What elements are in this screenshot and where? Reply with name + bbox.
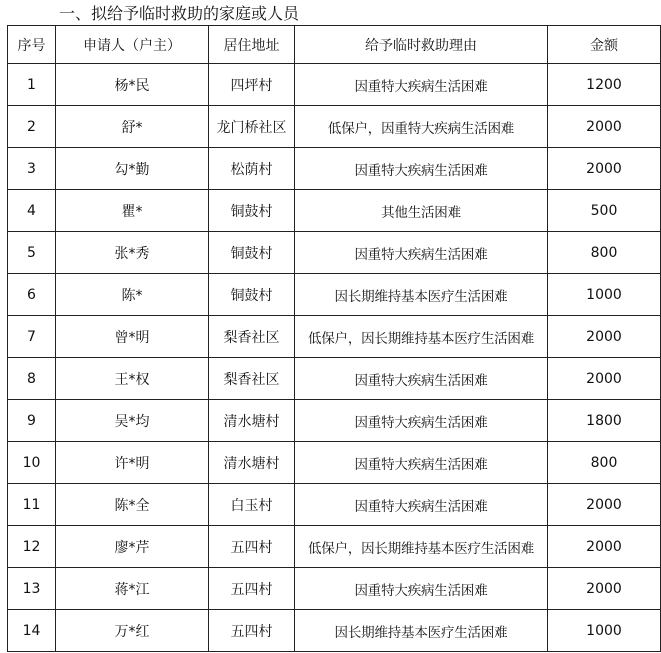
row-applicant-cell: 张*秀 (56, 232, 209, 274)
table-row (8, 106, 661, 148)
row-amount-cell: 1000 (548, 610, 661, 652)
row-reason-cell: 因长期维持基本医疗生活困难 (295, 274, 548, 316)
row-reason-cell: 因重特大疾病生活困难 (295, 568, 548, 610)
row-reason-cell: 其他生活困难 (295, 190, 548, 232)
table-row (8, 400, 661, 442)
row-address-cell: 清水塘村 (209, 442, 295, 484)
row-reason-cell: 因重特大疾病生活困难 (295, 232, 548, 274)
row-index-cell: 12 (8, 526, 56, 568)
row-index-cell: 4 (8, 190, 56, 232)
row-index-cell: 10 (8, 442, 56, 484)
row-index-cell: 5 (8, 232, 56, 274)
row-applicant-cell: 陈* (56, 274, 209, 316)
row-index-cell: 9 (8, 400, 56, 442)
row-applicant-cell: 王*权 (56, 358, 209, 400)
row-address-cell: 松荫村 (209, 148, 295, 190)
row-applicant-cell: 廖*芹 (56, 526, 209, 568)
table-row (8, 316, 661, 358)
row-amount-cell: 2000 (548, 106, 661, 148)
row-reason-cell: 因重特大疾病生活困难 (295, 64, 548, 106)
row-index-cell: 6 (8, 274, 56, 316)
table-row (8, 64, 661, 106)
table-row (8, 358, 661, 400)
header-reason: 给予临时救助理由 (295, 26, 548, 64)
row-amount-cell: 500 (548, 190, 661, 232)
row-amount-cell: 800 (548, 442, 661, 484)
row-address-cell: 五四村 (209, 568, 295, 610)
header-applicant: 申请人（户主） (56, 26, 209, 64)
row-amount-cell: 2000 (548, 316, 661, 358)
row-address-cell: 铜鼓村 (209, 232, 295, 274)
row-amount-cell: 2000 (548, 148, 661, 190)
row-applicant-cell: 瞿* (56, 190, 209, 232)
row-amount-cell: 2000 (548, 484, 661, 526)
row-index-cell: 11 (8, 484, 56, 526)
row-amount-cell: 1000 (548, 274, 661, 316)
header-address: 居住地址 (209, 26, 295, 64)
row-amount-cell: 800 (548, 232, 661, 274)
row-reason-cell: 低保户，因长期维持基本医疗生活困难 (295, 526, 548, 568)
table-row (8, 274, 661, 316)
row-amount-cell: 2000 (548, 358, 661, 400)
row-amount-cell: 2000 (548, 526, 661, 568)
row-address-cell: 铜鼓村 (209, 190, 295, 232)
row-applicant-cell: 舒* (56, 106, 209, 148)
row-reason-cell: 因重特大疾病生活困难 (295, 484, 548, 526)
row-index-cell: 2 (8, 106, 56, 148)
row-address-cell: 铜鼓村 (209, 274, 295, 316)
table-row (8, 232, 661, 274)
row-index-cell: 7 (8, 316, 56, 358)
table-row (8, 148, 661, 190)
row-reason-cell: 因重特大疾病生活困难 (295, 442, 548, 484)
table-row (8, 442, 661, 484)
row-address-cell: 四坪村 (209, 64, 295, 106)
header-index: 序号 (8, 26, 56, 64)
table-row (8, 484, 661, 526)
row-index-cell: 3 (8, 148, 56, 190)
row-reason-cell: 因重特大疾病生活困难 (295, 400, 548, 442)
row-address-cell: 龙门桥社区 (209, 106, 295, 148)
row-amount-cell: 2000 (548, 568, 661, 610)
row-address-cell: 白玉村 (209, 484, 295, 526)
row-address-cell: 梨香社区 (209, 358, 295, 400)
table-body (8, 64, 661, 652)
table-row (8, 610, 661, 652)
row-applicant-cell: 勾*勤 (56, 148, 209, 190)
row-reason-cell: 因长期维持基本医疗生活困难 (295, 610, 548, 652)
row-address-cell: 五四村 (209, 526, 295, 568)
row-applicant-cell: 蒋*江 (56, 568, 209, 610)
table-row (8, 568, 661, 610)
row-applicant-cell: 曾*明 (56, 316, 209, 358)
relief-table (7, 25, 661, 652)
row-amount-cell: 1200 (548, 64, 661, 106)
row-index-cell: 14 (8, 610, 56, 652)
header-amount: 金额 (548, 26, 661, 64)
row-applicant-cell: 吴*均 (56, 400, 209, 442)
row-applicant-cell: 杨*民 (56, 64, 209, 106)
row-index-cell: 13 (8, 568, 56, 610)
row-applicant-cell: 许*明 (56, 442, 209, 484)
row-applicant-cell: 陈*全 (56, 484, 209, 526)
row-reason-cell: 低保户，因重特大疾病生活困难 (295, 106, 548, 148)
row-amount-cell: 1800 (548, 400, 661, 442)
row-index-cell: 8 (8, 358, 56, 400)
row-address-cell: 五四村 (209, 610, 295, 652)
row-address-cell: 清水塘村 (209, 400, 295, 442)
row-reason-cell: 低保户，因长期维持基本医疗生活困难 (295, 316, 548, 358)
row-index-cell: 1 (8, 64, 56, 106)
table-row (8, 526, 661, 568)
table-row (8, 190, 661, 232)
row-address-cell: 梨香社区 (209, 316, 295, 358)
row-applicant-cell: 万*红 (56, 610, 209, 652)
table-header-row (8, 26, 661, 64)
row-reason-cell: 因重特大疾病生活困难 (295, 148, 548, 190)
section-heading: 一、拟给予临时救助的家庭或人员 (59, 4, 300, 23)
row-reason-cell: 因重特大疾病生活困难 (295, 358, 548, 400)
